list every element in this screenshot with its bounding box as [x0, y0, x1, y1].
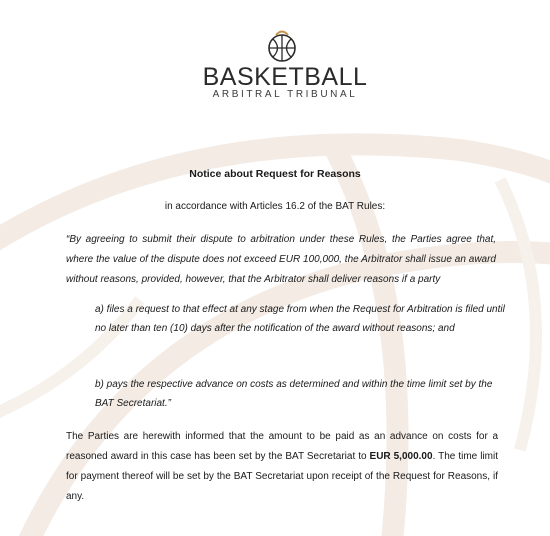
info-text-start: The Parties are herewith informed that the amount to be paid as an advance on costs for a reasoned award in this case has been set by the BAT Secretariat to	[66, 431, 498, 462]
brand-subtitle: ARBITRAL TRIBUNAL	[212, 89, 358, 100]
rule-item-b: b) pays the respective advance on costs as determined and within the time limit set by the BAT Secretariat.”	[95, 379, 493, 409]
advance-costs-notice	[66, 427, 498, 507]
rule-item-a: a) files a request to that effect at any stage from when the Request for Arbitration is filed until no later than ten (10) days after the notification of the award without reasons; and	[95, 304, 505, 334]
info-text-end: . The time limit for payment thereof will be set by the BAT Secretariat upon receipt of the Request for Reasons, if any.	[66, 451, 498, 502]
notice-title: Notice about Request for Reasons	[189, 168, 361, 180]
basketball-logo-icon	[262, 28, 302, 68]
notice-subtitle: in accordance with Articles 16.2 of the BAT Rules:	[164, 201, 386, 212]
advance-amount: EUR 5,000.00	[369, 451, 433, 462]
brand-name: BASKETBALL	[202, 63, 368, 91]
rule-quote-intro: “By agreeing to submit their dispute to arbitration under these Rules, the Parties agree that, where the value of the dispute does not exceed EUR 100,000, the Arbitrator shall issue an award without reasons, provided, however, that the Arbitrator shall deliver reasons if a party	[66, 234, 496, 285]
